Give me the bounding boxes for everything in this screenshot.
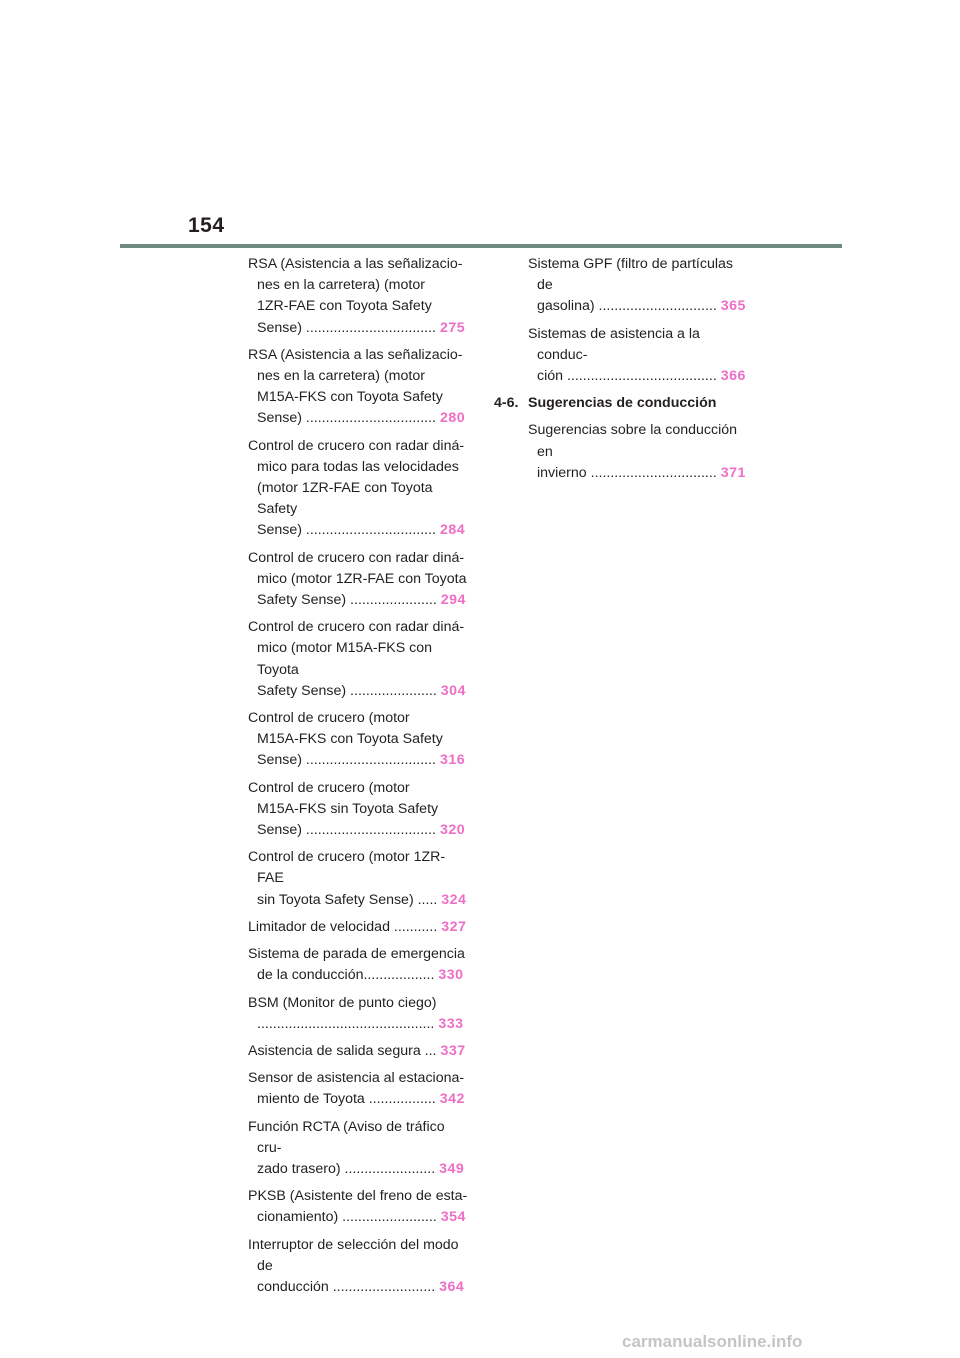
toc-entry-text: PKSB (Asistente del freno de esta- (248, 1188, 468, 1205)
toc-entry-text: mico (motor M15A-FKS con Toyota (257, 640, 433, 678)
toc-page-link[interactable]: 280 (439, 410, 466, 427)
toc-entry-text: Interruptor de selección del modo de (248, 1236, 459, 1274)
toc-entry-text: Control de crucero (motor (248, 710, 410, 727)
toc-entry-text: Sugerencias sobre la conducción en (528, 422, 738, 460)
toc-entry-text: Sense) ................................. (257, 319, 436, 336)
toc-entry-text: M15A-FKS con Toyota Safety (257, 731, 443, 748)
toc-entry-text: (motor 1ZR-FAE con Toyota Safety (257, 480, 433, 518)
toc-page-link[interactable]: 337 (440, 1042, 466, 1059)
toc-page-link[interactable]: 354 (440, 1209, 466, 1226)
toc-entry-text: Control de crucero con radar diná- (248, 619, 465, 636)
toc-entry-text: Sistema GPF (filtro de partículas de (528, 256, 733, 294)
toc-entry-text: BSM (Monitor de punto ciego) (248, 994, 437, 1011)
toc-entry-text: cionamiento) ........................ (257, 1209, 437, 1226)
page-number: 154 (188, 214, 225, 237)
toc-entry[interactable] (528, 324, 750, 388)
toc-entry-text: Safety Sense) ...................... (257, 682, 437, 699)
toc-entry[interactable] (528, 420, 750, 484)
toc-page-link[interactable]: 349 (439, 1160, 465, 1177)
toc-page-link[interactable]: 275 (439, 319, 466, 336)
toc-entry[interactable] (248, 1235, 470, 1299)
toc-entry[interactable] (248, 917, 470, 938)
toc-entry[interactable] (248, 436, 470, 542)
toc-page-link[interactable]: 330 (438, 967, 464, 984)
section-title: Sugerencias de conducción (528, 395, 717, 412)
toc-entry-text: Sense) ................................. (257, 822, 436, 839)
toc-entry[interactable] (248, 944, 470, 986)
toc-entry[interactable] (248, 708, 470, 772)
toc-left-column (248, 254, 470, 1304)
toc-entry-text: Control de crucero (motor (248, 779, 410, 796)
toc-entry[interactable] (248, 1186, 470, 1228)
toc-entry-text: Safety Sense) ...................... (257, 592, 437, 609)
toc-entry-text: zado trasero) ....................... (257, 1160, 436, 1177)
toc-entry-text: sin Toyota Safety Sense) ..... (257, 891, 438, 908)
toc-page-link[interactable]: 324 (441, 891, 467, 908)
section-heading (494, 393, 750, 414)
toc-entry-text: M15A-FKS con Toyota Safety (257, 389, 443, 406)
toc-entry-text: Sistemas de asistencia a la conduc- (528, 325, 700, 363)
toc-page-link[interactable]: 365 (720, 298, 746, 315)
toc-entry-text: nes en la carretera) (motor (257, 368, 425, 385)
toc-entry[interactable] (248, 617, 470, 702)
toc-entry[interactable] (528, 254, 750, 318)
toc-entry-text: Limitador de velocidad ........... (248, 918, 438, 935)
toc-entry-text: Sense) ................................. (257, 522, 436, 539)
header-rule (120, 244, 842, 248)
toc-entry-text: mico para todas las velocidades (257, 458, 459, 475)
toc-page-link[interactable]: 342 (439, 1091, 465, 1108)
toc-page-link[interactable]: 366 (720, 368, 746, 385)
toc-page-link[interactable]: 316 (439, 752, 466, 769)
toc-right-column (494, 254, 750, 490)
toc-entry-text: RSA (Asistencia a las señalizacio- (248, 256, 463, 272)
toc-entry-text: mico (motor 1ZR-FAE con Toyota (257, 570, 467, 587)
toc-entry[interactable] (248, 548, 470, 612)
toc-entry-text: Sense) ................................. (257, 752, 436, 769)
toc-entry-text: Asistencia de salida segura ... (248, 1042, 437, 1059)
toc-page-link[interactable]: 327 (441, 918, 467, 935)
watermark: carmanualsonline.info (622, 1332, 803, 1351)
toc-page-link[interactable]: 320 (439, 822, 466, 839)
toc-entry[interactable] (248, 1117, 470, 1181)
toc-entry-text: Sense) ................................. (257, 410, 436, 427)
toc-entry-text: ............................................. (257, 1015, 435, 1032)
toc-entry-text: 1ZR-FAE con Toyota Safety (257, 298, 432, 315)
toc-page-link[interactable]: 371 (720, 464, 746, 481)
section-number: 4-6. (494, 395, 519, 412)
toc-entry[interactable] (248, 847, 470, 911)
toc-entry[interactable] (248, 1068, 470, 1110)
toc-entry[interactable] (248, 345, 470, 430)
toc-page-link[interactable]: 333 (438, 1015, 464, 1032)
toc-page-link[interactable]: 364 (439, 1278, 465, 1295)
toc-entry-text: Función RCTA (Aviso de tráfico cru- (248, 1118, 445, 1156)
toc-page-link[interactable]: 284 (439, 522, 466, 539)
toc-entry-text: nes en la carretera) (motor (257, 277, 425, 294)
toc-entry-text: conducción .......................... (257, 1278, 436, 1295)
toc-entry-text: RSA (Asistencia a las señalizacio- (248, 346, 463, 363)
toc-entry[interactable] (248, 778, 470, 842)
toc-entry-text: gasolina) .............................. (537, 298, 717, 315)
toc-entry[interactable] (248, 993, 470, 1035)
toc-entry-text: ción ...................................... (537, 368, 717, 385)
toc-entry-text: Sensor de asistencia al estaciona- (248, 1070, 465, 1087)
toc-page-link[interactable]: 294 (440, 592, 466, 609)
toc-entry-text: Control de crucero con radar diná- (248, 437, 465, 454)
toc-entry-text: Control de crucero con radar diná- (248, 549, 465, 566)
toc-entry-text: miento de Toyota ................. (257, 1091, 436, 1108)
toc-entry-text: invierno ................................ (537, 464, 717, 481)
toc-entry-text: de la conducción.................. (257, 967, 435, 984)
toc-page-link[interactable]: 304 (440, 682, 466, 699)
toc-entry[interactable] (248, 1041, 470, 1062)
toc-entry[interactable] (248, 254, 470, 339)
toc-entry-text: M15A-FKS sin Toyota Safety (257, 800, 439, 817)
toc-entry-text: Control de crucero (motor 1ZR-FAE (248, 849, 446, 887)
toc-entry-text: Sistema de parada de emergencia (248, 946, 465, 963)
